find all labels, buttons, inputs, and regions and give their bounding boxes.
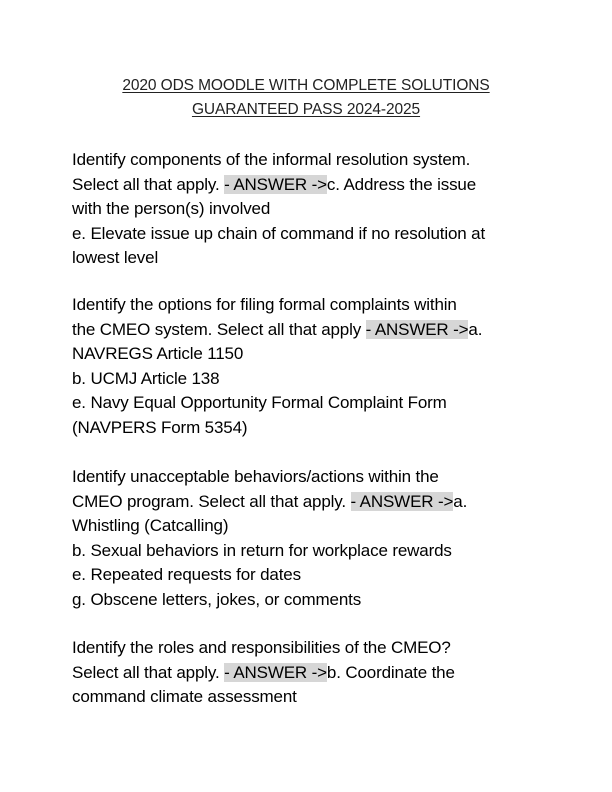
question-block-3 bbox=[72, 465, 542, 613]
answer-line: g. Obscene letters, jokes, or comments bbox=[72, 589, 362, 609]
question-text-with-answer bbox=[72, 173, 542, 198]
question-text-with-answer bbox=[72, 490, 542, 515]
title-line-2: GUARANTEED PASS 2024-2025 bbox=[191, 101, 421, 118]
answer-line: command climate assessment bbox=[72, 687, 297, 707]
question-text: CMEO program. Select all that apply. bbox=[72, 491, 351, 511]
answer-line: NAVREGS Article 1150 bbox=[72, 344, 244, 364]
answer-line: e. Elevate issue up chain of command if no resolution at bbox=[72, 223, 486, 243]
question-block-1 bbox=[72, 148, 542, 271]
answer-marker: - ANSWER -> bbox=[224, 662, 327, 682]
answer-line: e. Navy Equal Opportunity Formal Complaint Form bbox=[72, 393, 447, 413]
question-text: Identify unacceptable behaviors/actions within the bbox=[72, 467, 439, 486]
question-block-2 bbox=[72, 293, 542, 441]
answer-line: b. UCMJ Article 138 bbox=[72, 368, 220, 388]
question-text: the CMEO system. Select all that apply bbox=[72, 319, 366, 339]
question-text: Identify components of the informal resolution system. bbox=[72, 150, 471, 169]
answer-marker: - ANSWER -> bbox=[350, 491, 454, 511]
answer-text: a. bbox=[453, 491, 468, 511]
answer-line: Whistling (Catcalling) bbox=[72, 516, 229, 536]
question-text: Select all that apply. bbox=[72, 174, 225, 194]
question-text-with-answer bbox=[72, 318, 542, 343]
question-text: Identify the roles and responsibilities of the CMEO? bbox=[72, 638, 451, 657]
question-text-with-answer bbox=[72, 661, 542, 686]
question-block-4 bbox=[72, 636, 542, 710]
answer-text: c. Address the issue bbox=[326, 174, 477, 194]
answer-line: e. Repeated requests for dates bbox=[72, 565, 301, 585]
document-title bbox=[0, 74, 612, 122]
title-line-1: 2020 ODS MOODLE WITH COMPLETE SOLUTIONS bbox=[122, 77, 490, 94]
question-text: Identify the options for filing formal complaints within bbox=[72, 295, 457, 314]
answer-text: a. bbox=[468, 319, 483, 339]
answer-line: lowest level bbox=[72, 248, 159, 268]
answer-marker: - ANSWER -> bbox=[224, 174, 327, 194]
answer-line: with the person(s) involved bbox=[72, 199, 271, 219]
answer-marker: - ANSWER -> bbox=[365, 319, 469, 339]
answer-line: b. Sexual behaviors in return for workplace rewards bbox=[72, 540, 452, 560]
answer-text: b. Coordinate the bbox=[326, 662, 455, 682]
answer-line: (NAVPERS Form 5354) bbox=[72, 417, 248, 437]
question-text: Select all that apply. bbox=[72, 662, 225, 682]
